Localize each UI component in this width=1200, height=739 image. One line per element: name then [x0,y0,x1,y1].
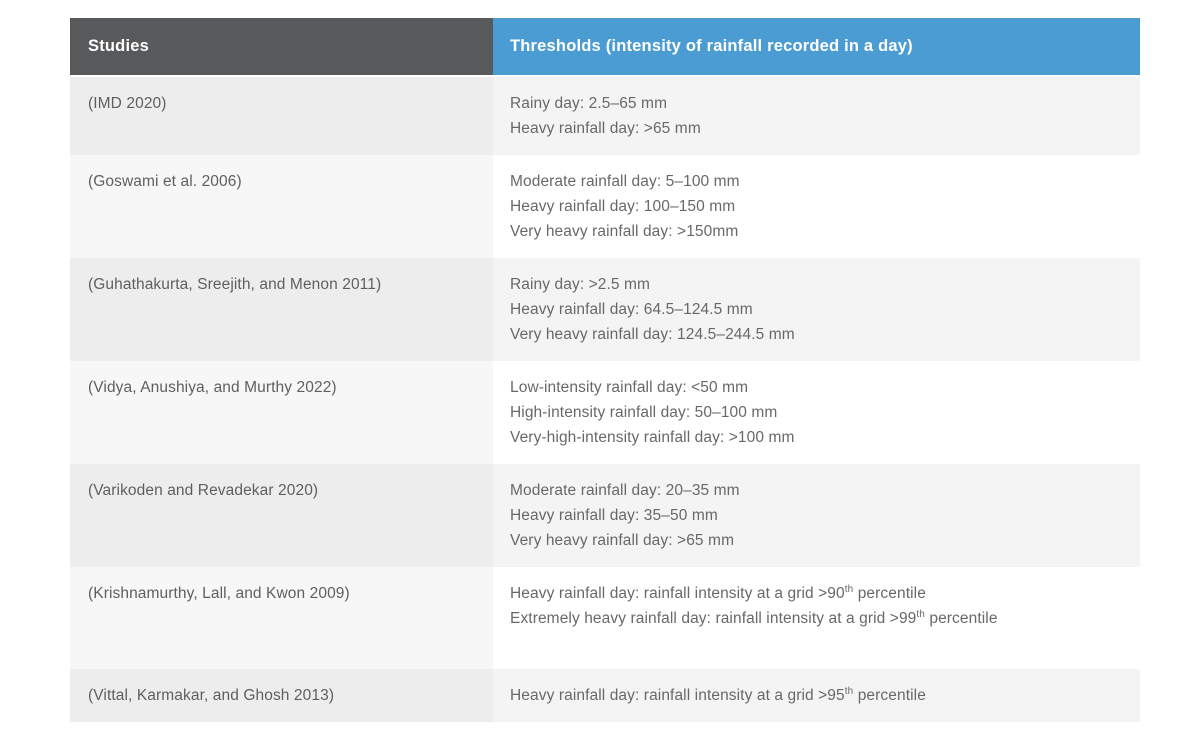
threshold-line: Heavy rainfall day: rainfall intensity at a grid >95th percentile [510,685,926,704]
thresholds-column-header: Thresholds (intensity of rainfall recorded in a day) [493,18,1140,77]
study-cell: (Vittal, Karmakar, and Ghosh 2013) [70,669,493,722]
threshold-line: Moderate rainfall day: 20–35 mm [510,482,740,499]
threshold-line: Heavy rainfall day: >65 mm [510,120,701,137]
threshold-line: Moderate rainfall day: 5–100 mm [510,173,740,190]
threshold-cell [493,669,1140,722]
threshold-line: High-intensity rainfall day: 50–100 mm [510,404,778,421]
threshold-line: Heavy rainfall day: 100–150 mm [510,198,736,215]
study-cell: (IMD 2020) [70,77,493,155]
threshold-line: Very heavy rainfall day: >65 mm [510,532,735,549]
threshold-cell [493,155,1140,258]
threshold-cell [493,258,1140,361]
study-cell: (Goswami et al. 2006) [70,155,493,258]
threshold-cell [493,361,1140,464]
table-row [70,155,1140,258]
table-row [70,464,1140,567]
threshold-line: Rainy day: 2.5–65 mm [510,95,668,112]
table-header [70,18,1140,77]
threshold-line: Low-intensity rainfall day: <50 mm [510,379,749,396]
ordinal-superscript: th [916,608,925,620]
study-cell: (Varikoden and Revadekar 2020) [70,464,493,567]
table-row [70,77,1140,155]
table-row [70,258,1140,361]
table-row [70,567,1140,669]
study-cell: (Guhathakurta, Sreejith, and Menon 2011) [70,258,493,361]
threshold-line: Very heavy rainfall day: 124.5–244.5 mm [510,326,795,343]
threshold-cell [493,77,1140,155]
table-row [70,669,1140,722]
studies-column-header: Studies [70,18,493,77]
threshold-line: Heavy rainfall day: 35–50 mm [510,507,718,524]
threshold-cell [493,464,1140,567]
study-cell: (Vidya, Anushiya, and Murthy 2022) [70,361,493,464]
threshold-line: Extremely heavy rainfall day: rainfall intensity at a grid >99th percentile [510,608,998,627]
threshold-line: Very-high-intensity rainfall day: >100 mm [510,429,795,446]
rainfall-thresholds-table [70,18,1140,722]
threshold-line: Heavy rainfall day: 64.5–124.5 mm [510,301,753,318]
threshold-line: Heavy rainfall day: rainfall intensity at a grid >90th percentile [510,583,926,602]
study-cell: (Krishnamurthy, Lall, and Kwon 2009) [70,567,493,669]
ordinal-superscript: th [844,583,854,595]
threshold-line: Very heavy rainfall day: >150mm [510,223,739,240]
threshold-cell [493,567,1140,669]
ordinal-superscript: th [844,685,854,697]
threshold-line: Rainy day: >2.5 mm [510,276,651,293]
header-row [70,18,1140,77]
table-body [70,77,1140,722]
table-row [70,361,1140,464]
